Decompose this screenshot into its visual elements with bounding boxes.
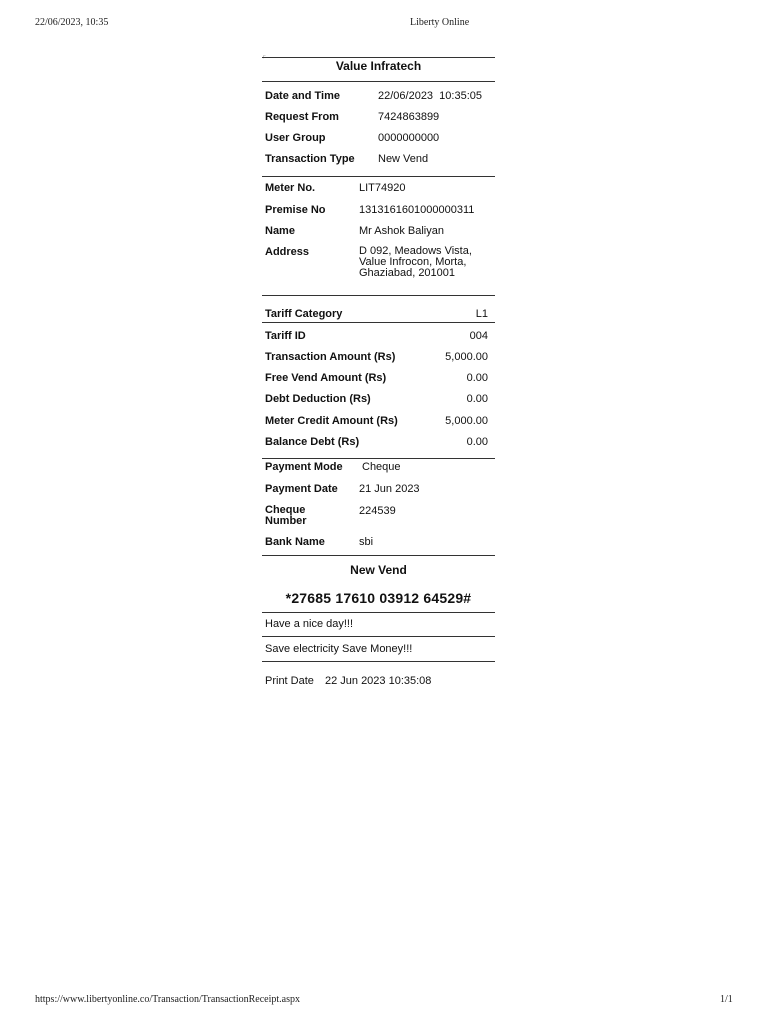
cheque-number-value: 224539: [359, 505, 396, 517]
divider: [262, 458, 495, 459]
meter-credit-label: Meter Credit Amount (Rs): [265, 415, 398, 427]
divider: [262, 322, 495, 323]
bank-name-value: sbi: [359, 536, 374, 548]
print-date-row: [265, 675, 431, 687]
print-date-label: Print Date: [265, 675, 314, 687]
address-label: Address: [265, 246, 310, 258]
bank-name-label: Bank Name: [265, 536, 325, 548]
debt-deduction-value: 0.00: [466, 393, 488, 405]
transaction-amount-value: 5,000.00: [445, 351, 488, 363]
address-row: [265, 246, 491, 282]
request-from-value: 7424863899: [378, 111, 440, 123]
payment-mode-value: Cheque: [362, 461, 401, 473]
vend-token: *27685 17610 03912 64529#: [285, 590, 472, 606]
payment-mode-label: Payment Mode: [265, 461, 343, 473]
vend-type-title: New Vend: [350, 563, 407, 577]
payment-date-label: Payment Date: [265, 483, 338, 495]
user-group-value: 0000000000: [378, 132, 440, 144]
cheque-number-label: [265, 505, 335, 527]
transaction-amount-label: Transaction Amount (Rs): [265, 351, 396, 363]
meter-credit-value: 5,000.00: [445, 415, 488, 427]
free-vend-value: 0.00: [466, 372, 488, 384]
date-time-label: Date and Time: [265, 90, 340, 102]
print-footer-url: https://www.libertyonline.co/Transaction/TransactionReceipt.aspx: [35, 994, 300, 1005]
tariff-category-label: Tariff Category: [265, 308, 343, 320]
request-from-label: Request From: [265, 111, 339, 123]
divider: [262, 661, 495, 662]
balance-debt-value: 0.00: [466, 436, 488, 448]
print-header-title: Liberty Online: [410, 17, 470, 28]
payment-date-value: 21 Jun 2023: [359, 483, 420, 495]
print-date-value: 22 Jun 2023 10:35:08: [324, 675, 432, 687]
tariff-id-label: Tariff ID: [265, 330, 306, 342]
divider: [262, 57, 495, 58]
address-line: Ghaziabad, 201001: [359, 267, 456, 279]
transaction-type-value: New Vend: [378, 153, 429, 165]
tariff-id-value: 004: [469, 330, 488, 342]
premise-no-label: Premise No: [265, 204, 326, 216]
divider: [262, 81, 495, 82]
free-vend-label: Free Vend Amount (Rs): [265, 372, 387, 384]
divider: [262, 612, 495, 613]
print-header-datetime: 22/06/2023, 10:35: [35, 17, 109, 28]
divider: [262, 176, 495, 177]
company-name: Value Infratech: [335, 59, 422, 73]
balance-debt-label: Balance Debt (Rs): [265, 436, 360, 448]
address-line: D 092, Meadows Vista,: [359, 245, 472, 257]
debt-deduction-label: Debt Deduction (Rs): [265, 393, 371, 405]
meter-no-value: LIT74920: [359, 182, 406, 194]
meter-no-label: Meter No.: [265, 182, 316, 194]
date-time-value: 22/06/2023 10:35:05: [378, 90, 482, 102]
corner-mark: ┌: [262, 53, 266, 59]
premise-no-value: 1313161601000000311: [359, 204, 475, 216]
name-value: Mr Ashok Baliyan: [359, 225, 444, 237]
address-line: Value Infrocon, Morta,: [359, 256, 467, 268]
savings-message: Save electricity Save Money!!!: [265, 643, 413, 655]
divider: [262, 636, 495, 637]
transaction-type-label: Transaction Type: [265, 153, 355, 165]
tariff-category-value: L1: [475, 308, 488, 320]
print-footer-page: 1/1: [720, 994, 733, 1005]
divider: [262, 555, 495, 556]
cheque-label-line: Number: [265, 515, 307, 527]
divider: [262, 295, 495, 296]
name-label: Name: [265, 225, 295, 237]
greeting-message: Have a nice day!!!: [265, 618, 354, 630]
cheque-label-line: Cheque: [265, 504, 306, 516]
user-group-label: User Group: [265, 132, 326, 144]
cheque-number-row: [265, 505, 491, 529]
address-value: [359, 246, 487, 279]
